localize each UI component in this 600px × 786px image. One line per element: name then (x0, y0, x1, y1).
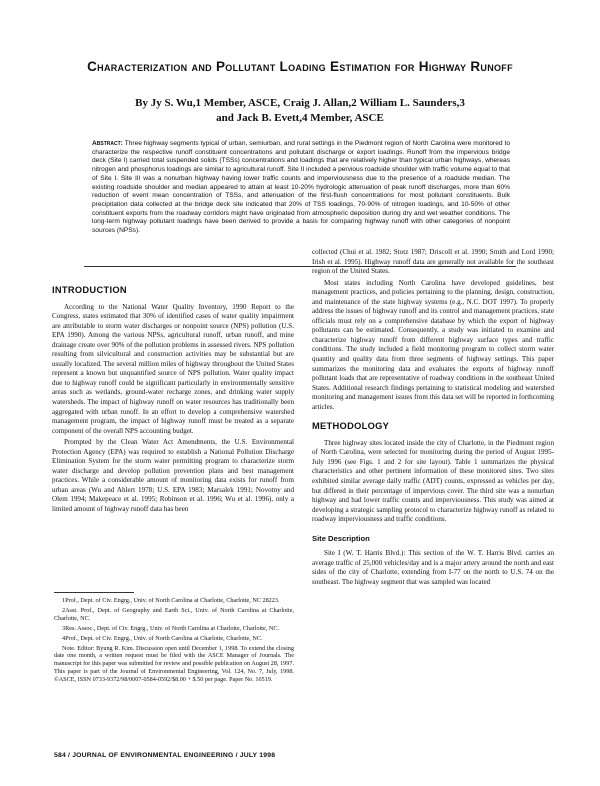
subsection-heading-site-description: Site Description (312, 533, 370, 543)
footnotes (54, 597, 294, 686)
methodology-paragraph: Three highway sites located inside the city of Charlotte, in the Piedmont region of North Carolina, were selected for monitoring during the period of August 1995-July 1996 (see Figs. 1 and 2 for site layout). Table 1 summarizes the physical characteristics and other pertinent information of these monitored sites. Two sites exhibited similar average daily traffic (ADT) counts, expressed as vehicles per day, but differed in their percentage of impervious cover. The third site was a nonurban highway and had lower traffic counts and imperviousness. This study was aimed at developing a strategic sampling protocol to characterize highway runoff as related to roadway imperviousness and traffic conditions. (312, 438, 554, 524)
site-description-paragraph: Site I (W. T. Harris Blvd.): This section of the W. T. Harris Blvd. carries an average traffic of 25,000 vehicles/day and is a major artery around the north and east sides of the city of Charlotte, extending from I-77 on the north to U.S. 74 on the southeast. The highway segment that was sampled was located (312, 549, 554, 586)
editor-note: Note. Editor: Byung R. Kim. Discussion open until December 1, 1998. To extend the closing date one month, a written request must be filed with the ASCE Manager of Journals. The manuscript for this paper was submitted for review and possible publication on August 28, 1997. This paper is part of the Journal of Environmental Engineering, Vol. 124, No. 7, July, 1998. ©ASCE, ISSN 0733-9372/98/0007-0584-0592/$8.00 + $.50 per page. Paper No. 16519. (54, 644, 294, 684)
intro-paragraph-1: According to the National Water Quality Inventory, 1990 Report to the Congress, states estimated that 30% of identified cases of water quality impairment are attributable to storm water discharges or nonpoint source (NPS) pollution (U.S. EPA 1990). Among the various NPSs, agricultural runoff, urban runoff, and mine drainage create over 90% of the pollution problems in assessed rivers. NPS pollution resulting from silvicultural and construction activities may be substantial but are usually localized. The several million miles of highway throughout the United States represent a known but unquantified source of NPS pollution. Water quality impact due to highway runoff could be significant particularly in environmentally sensitive areas such as wetlands, ground-water recharge zones, and drinking water supply watersheds. The impact of highway runoff on water resources has traditionally been aggregated with urban runoff. In an effort to develop a comprehensive watershed management program, the impact of highway runoff must be treated as a separate component of the overall NPS accounting budget. (52, 302, 294, 435)
section-heading-introduction: INTRODUCTION (52, 285, 127, 295)
intro-paragraph-nc: Most states including North Carolina have developed guidelines, best management practices, and policies pertaining to the planning, design, construction, and maintenance of the state highway systems (e.g., N.C. DOT 1997). To properly address the issues of highway runoff and its control and management practices, state officials must rely on a comprehensive database by which the export of highway pollutants can be estimated. Consequently, a study was initiated to examine and characterize highway runoff from different highway surface types and traffic conditions. The study included a field monitoring program to collect storm water quantity and quality data from three segments of highway settings. This paper summarizes the monitoring data and evaluates the exports of highway runoff pollutant loads that are representative of roadway conditions in the southeast United States. Additional research findings pertaining to statistical modeling and watershed monitoring and management issues from this data set will be reported in forthcoming articles. (312, 278, 554, 411)
footnote-3: 3Res. Assoc., Dept. of Civ. Engrg., Univ. of North Carolina at Charlotte, Charlotte, NC. (62, 624, 279, 632)
intro-paragraph-2: Prompted by the Clean Water Act Amendments, the U.S. Environmental Protection Agency (EPA) was required to establish a National Pollution Discharge Elimination System for the storm water permitting program to characterize storm water discharge and develop pollution prevention plans and best management practices. While a considerable amount of monitoring data exists for runoff from urban areas (Wu and Ahlert 1978; U.S. EPA 1983; Marsalek 1991; Novotny and Olem 1994; Makepeace et al. 1995; Robinson et al. 1996; Wu et al. 1996), only a limited amount of highway runoff data has been (52, 438, 294, 514)
article-title: Characterization and Pollutant Loading Estimation for Highway Runoff (87, 59, 513, 74)
right-column (312, 248, 554, 590)
abstract-text: Three highway segments typical of urban, semiurban, and rural settings in the Piedmont region of North Carolina were monitored to characterize the respective runoff constituent concentrations and pollutant discharge or export loadings. Runoff from the impervious bridge deck (Site I) carried total suspended solids (TSSs) concentrations and loadings that are relatively higher than typical urban highways, whereas nitrogen and phosphorus loadings are similar to agricultural runoff. Site II included a pervious roadside shoulder with traffic volume equal to that of Site I. Site III was a nonurban highway having lower traffic counts and imperviousness due to the presence of a roadside median. The existing roadside shoulder and median appeared to attain at least 10-20% hydrologic attenuation of peak runoff discharges, more than 60% reduction of event mean concentration of TSSs, and attenuation of the first-flush concentrations for most pollutant constituents. Bulk precipitation data collected at the bridge deck site indicated that 20% of TSS loadings, 70-90% of nitrogen loadings, and 10-50% of other constituent exports from the roadway corridors might have originated from atmospheric deposition during dry and wet weather conditions. The long-term highway pollutant loadings have been derived to provide a basis for comparing highway runoff with other categories of nonpoint sources (NPSs). (92, 140, 510, 235)
footnote-4: 4Prof., Dept. of Civ. Engrg., Univ. of North Carolina at Charlotte, Charlotte, NC. (62, 634, 263, 642)
left-column (52, 276, 294, 517)
abstract (92, 140, 510, 236)
footnote-divider (54, 592, 134, 593)
intro-continued-paragraph: collected (Chui et al. 1982; Stotz 1987; Driscoll et al. 1990; Smith and Lord 1990; Irish et al. 1995). Highway runoff data are generally not available for the southeast region of the United States. (312, 248, 554, 276)
page-folio: 584 / JOURNAL OF ENVIRONMENTAL ENGINEERING / JULY 1998 (54, 752, 276, 759)
section-heading-methodology: METHODOLOGY (312, 421, 390, 432)
author-line-2: and Jack B. Evett,4 Member, ASCE (216, 112, 384, 124)
author-list (60, 96, 540, 126)
footnote-1: 1Prof., Dept. of Civ. Engrg., Univ. of North Carolina at Charlotte, Charlotte, NC 28223. (62, 597, 280, 604)
abstract-label: Abstract: (92, 140, 123, 147)
author-line-1: By Jy S. Wu,1 Member, ASCE, Craig J. Allan,2 William L. Saunders,3 (135, 97, 465, 109)
footnote-2: 2Asst. Prof., Dept. of Geography and Earth Sci., Univ. of North Carolina at Charlotte, Charlotte, NC. (54, 606, 294, 622)
